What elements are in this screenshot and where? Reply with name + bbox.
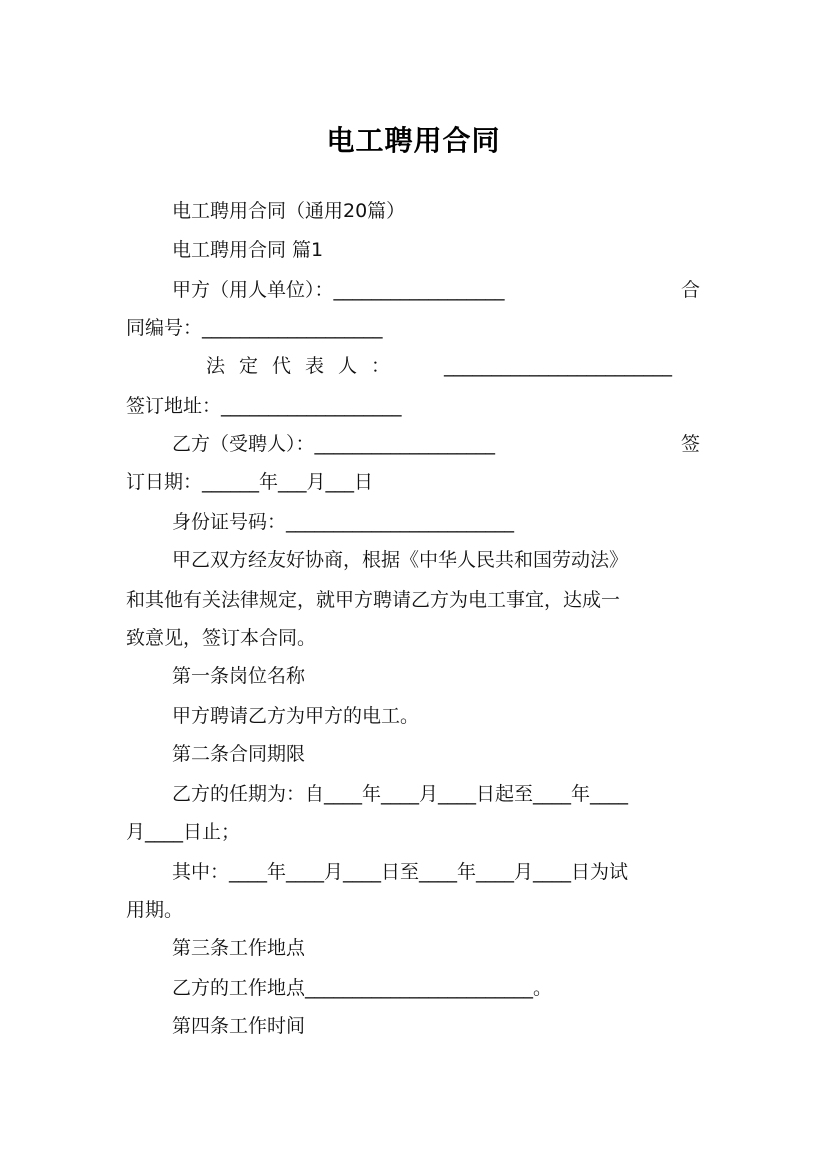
paragraph-line: 乙方的任期为：自____年____月____日起至____年____ <box>172 783 629 805</box>
subtitle-line: 电工聘用合同（通用20篇） <box>172 200 406 222</box>
paragraph-line: 其中：____年____月____日至____年____月____日为试 <box>172 861 629 883</box>
article-heading: 第一条岗位名称 <box>172 665 306 687</box>
id-number-field: 身份证号码：________________________ <box>172 511 515 533</box>
section-heading: 电工聘用合同 篇1 <box>172 239 324 261</box>
paragraph-line: 致意见，签订本合同。 <box>126 627 317 649</box>
article-heading: 第二条合同期限 <box>172 743 306 765</box>
document-title: 电工聘用合同 <box>326 123 501 157</box>
paragraph-line: 和其他有关法律规定，就甲方聘请乙方为电工事宜，达成一 <box>126 589 621 611</box>
paragraph-line: 甲方聘请乙方为甲方的电工。 <box>172 705 420 727</box>
text-line: 合 <box>681 279 701 301</box>
signing-date-field: 订日期：______年___月___日 <box>126 471 374 493</box>
paragraph-line: 月____日止； <box>126 821 241 843</box>
party-b-field: 乙方（受聘人）：___________________ <box>172 433 496 455</box>
contract-number-field: 同编号：___________________ <box>126 317 383 339</box>
article-heading: 第三条工作地点 <box>172 937 306 959</box>
paragraph-line: 甲乙双方经友好协商，根据《中华人民共和国劳动法》 <box>172 549 629 571</box>
signing-address-field: 签订地址：___________________ <box>126 395 402 417</box>
legal-rep-blank: ________________________ <box>444 355 672 377</box>
party-a-field: 甲方（用人单位）：__________________ <box>172 279 505 301</box>
legal-rep-label: 法定代表人： <box>206 355 405 377</box>
article-heading: 第四条工作时间 <box>172 1015 306 1037</box>
text-line: 签 <box>681 433 701 455</box>
paragraph-line: 用期。 <box>126 899 184 921</box>
paragraph-line: 乙方的工作地点________________________。 <box>172 977 553 999</box>
